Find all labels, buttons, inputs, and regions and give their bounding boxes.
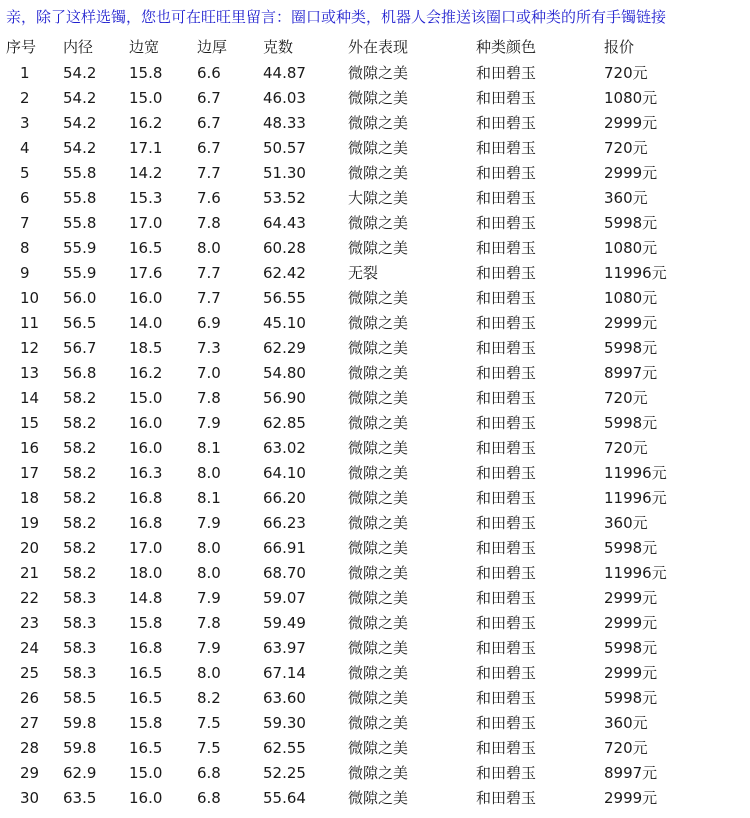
table-body [0, 61, 750, 811]
cell-price: 2999元 [604, 614, 658, 632]
cell-band-thickness: 7.0 [197, 364, 221, 382]
cell-weight: 52.25 [263, 764, 306, 782]
cell-price: 720元 [604, 389, 648, 407]
cell-price: 11996元 [604, 464, 667, 482]
cell-band-width: 14.0 [129, 314, 163, 332]
table-row [0, 736, 750, 761]
cell-weight: 48.33 [263, 114, 306, 132]
cell-appearance: 微隙之美 [348, 514, 409, 532]
cell-appearance: 微隙之美 [348, 339, 409, 357]
cell-inner-diameter: 58.3 [63, 589, 97, 607]
cell-price: 360元 [604, 714, 648, 732]
cell-type-color: 和田碧玉 [476, 789, 537, 807]
cell-inner-diameter: 58.2 [63, 489, 97, 507]
cell-type-color: 和田碧玉 [476, 114, 537, 132]
cell-appearance: 大隙之美 [348, 189, 409, 207]
cell-weight: 55.64 [263, 789, 306, 807]
cell-appearance: 微隙之美 [348, 214, 409, 232]
cell-type-color: 和田碧玉 [476, 239, 537, 257]
table-row [0, 136, 750, 161]
cell-price: 2999元 [604, 314, 658, 332]
cell-index: 17 [20, 464, 40, 482]
cell-weight: 63.02 [263, 439, 306, 457]
table-row [0, 286, 750, 311]
cell-band-thickness: 6.7 [197, 139, 221, 157]
cell-weight: 51.30 [263, 164, 306, 182]
cell-band-width: 16.3 [129, 464, 163, 482]
cell-type-color: 和田碧玉 [476, 289, 537, 307]
cell-price: 8997元 [604, 364, 658, 382]
cell-index: 12 [20, 339, 40, 357]
cell-appearance: 微隙之美 [348, 664, 409, 682]
cell-price: 1080元 [604, 289, 658, 307]
cell-appearance: 微隙之美 [348, 739, 409, 757]
cell-type-color: 和田碧玉 [476, 664, 537, 682]
cell-band-thickness: 8.1 [197, 439, 221, 457]
cell-band-thickness: 6.8 [197, 764, 221, 782]
cell-appearance: 微隙之美 [348, 439, 409, 457]
cell-weight: 54.80 [263, 364, 306, 382]
cell-band-width: 16.8 [129, 639, 163, 657]
cell-appearance: 微隙之美 [348, 289, 409, 307]
cell-type-color: 和田碧玉 [476, 139, 537, 157]
cell-band-width: 17.0 [129, 214, 163, 232]
cell-price: 5998元 [604, 214, 658, 232]
cell-band-width: 18.0 [129, 564, 163, 582]
cell-type-color: 和田碧玉 [476, 364, 537, 382]
cell-index: 10 [20, 289, 40, 307]
header-weight: 克数 [263, 38, 294, 56]
cell-inner-diameter: 55.8 [63, 164, 97, 182]
cell-price: 2999元 [604, 664, 658, 682]
cell-inner-diameter: 58.3 [63, 614, 97, 632]
cell-index: 23 [20, 614, 40, 632]
cell-inner-diameter: 55.9 [63, 264, 97, 282]
cell-weight: 66.91 [263, 539, 306, 557]
cell-band-thickness: 8.0 [197, 239, 221, 257]
cell-appearance: 微隙之美 [348, 539, 409, 557]
cell-band-thickness: 8.0 [197, 664, 221, 682]
cell-appearance: 微隙之美 [348, 389, 409, 407]
cell-weight: 56.90 [263, 389, 306, 407]
cell-band-thickness: 7.5 [197, 739, 221, 757]
cell-price: 2999元 [604, 164, 658, 182]
cell-band-thickness: 7.7 [197, 164, 221, 182]
cell-index: 18 [20, 489, 40, 507]
cell-index: 22 [20, 589, 40, 607]
header-type-color: 种类颜色 [476, 38, 537, 56]
cell-price: 720元 [604, 139, 648, 157]
cell-weight: 66.23 [263, 514, 306, 532]
cell-index: 28 [20, 739, 40, 757]
cell-inner-diameter: 59.8 [63, 739, 97, 757]
cell-price: 5998元 [604, 689, 658, 707]
cell-band-width: 16.5 [129, 664, 163, 682]
cell-inner-diameter: 58.2 [63, 539, 97, 557]
cell-type-color: 和田碧玉 [476, 589, 537, 607]
cell-weight: 56.55 [263, 289, 306, 307]
cell-type-color: 和田碧玉 [476, 89, 537, 107]
header-band-width: 边宽 [129, 38, 160, 56]
cell-band-width: 15.3 [129, 189, 163, 207]
cell-type-color: 和田碧玉 [476, 739, 537, 757]
cell-index: 13 [20, 364, 40, 382]
cell-appearance: 微隙之美 [348, 239, 409, 257]
table-row [0, 461, 750, 486]
cell-weight: 60.28 [263, 239, 306, 257]
cell-inner-diameter: 56.0 [63, 289, 97, 307]
cell-price: 720元 [604, 739, 648, 757]
cell-index: 6 [20, 189, 30, 207]
cell-price: 5998元 [604, 339, 658, 357]
cell-inner-diameter: 63.5 [63, 789, 97, 807]
cell-band-width: 15.0 [129, 764, 163, 782]
cell-appearance: 微隙之美 [348, 414, 409, 432]
table-row [0, 211, 750, 236]
cell-inner-diameter: 59.8 [63, 714, 97, 732]
table-row [0, 711, 750, 736]
table-row [0, 561, 750, 586]
cell-index: 14 [20, 389, 40, 407]
cell-weight: 63.60 [263, 689, 306, 707]
cell-type-color: 和田碧玉 [476, 514, 537, 532]
cell-price: 8997元 [604, 764, 658, 782]
cell-inner-diameter: 58.3 [63, 664, 97, 682]
cell-price: 11996元 [604, 564, 667, 582]
cell-appearance: 微隙之美 [348, 314, 409, 332]
cell-band-width: 17.6 [129, 264, 163, 282]
table-row [0, 536, 750, 561]
cell-inner-diameter: 56.5 [63, 314, 97, 332]
cell-index: 15 [20, 414, 40, 432]
cell-appearance: 微隙之美 [348, 639, 409, 657]
cell-inner-diameter: 54.2 [63, 114, 97, 132]
cell-price: 2999元 [604, 114, 658, 132]
cell-price: 11996元 [604, 264, 667, 282]
cell-appearance: 微隙之美 [348, 764, 409, 782]
cell-band-thickness: 8.0 [197, 539, 221, 557]
cell-band-thickness: 7.8 [197, 389, 221, 407]
cell-type-color: 和田碧玉 [476, 564, 537, 582]
cell-band-thickness: 6.9 [197, 314, 221, 332]
cell-index: 20 [20, 539, 40, 557]
cell-index: 5 [20, 164, 30, 182]
cell-price: 720元 [604, 64, 648, 82]
cell-band-width: 16.5 [129, 689, 163, 707]
cell-band-thickness: 7.8 [197, 214, 221, 232]
cell-band-width: 16.0 [129, 414, 163, 432]
cell-inner-diameter: 54.2 [63, 139, 97, 157]
cell-weight: 62.42 [263, 264, 306, 282]
cell-type-color: 和田碧玉 [476, 339, 537, 357]
table-row [0, 161, 750, 186]
cell-band-thickness: 7.6 [197, 189, 221, 207]
cell-index: 16 [20, 439, 40, 457]
table-row [0, 336, 750, 361]
cell-appearance: 微隙之美 [348, 89, 409, 107]
cell-price: 1080元 [604, 239, 658, 257]
table-row [0, 611, 750, 636]
cell-band-width: 16.2 [129, 114, 163, 132]
table-row [0, 636, 750, 661]
cell-band-thickness: 7.9 [197, 414, 221, 432]
cell-band-width: 14.2 [129, 164, 163, 182]
cell-type-color: 和田碧玉 [476, 264, 537, 282]
cell-index: 1 [20, 64, 30, 82]
cell-index: 3 [20, 114, 30, 132]
cell-inner-diameter: 54.2 [63, 89, 97, 107]
cell-type-color: 和田碧玉 [476, 414, 537, 432]
cell-inner-diameter: 58.2 [63, 414, 97, 432]
cell-band-width: 18.5 [129, 339, 163, 357]
cell-type-color: 和田碧玉 [476, 464, 537, 482]
cell-band-width: 15.0 [129, 89, 163, 107]
table-row [0, 661, 750, 686]
table-row [0, 436, 750, 461]
cell-inner-diameter: 55.8 [63, 214, 97, 232]
cell-inner-diameter: 58.2 [63, 389, 97, 407]
cell-price: 360元 [604, 514, 648, 532]
cell-appearance: 微隙之美 [348, 489, 409, 507]
cell-band-thickness: 7.9 [197, 589, 221, 607]
cell-weight: 50.57 [263, 139, 306, 157]
cell-index: 27 [20, 714, 40, 732]
cell-type-color: 和田碧玉 [476, 389, 537, 407]
table-row [0, 261, 750, 286]
cell-appearance: 微隙之美 [348, 64, 409, 82]
cell-appearance: 无裂 [348, 264, 379, 282]
table-row [0, 311, 750, 336]
cell-band-width: 14.8 [129, 589, 163, 607]
cell-type-color: 和田碧玉 [476, 189, 537, 207]
cell-band-thickness: 8.0 [197, 464, 221, 482]
cell-price: 5998元 [604, 414, 658, 432]
cell-inner-diameter: 56.8 [63, 364, 97, 382]
cell-appearance: 微隙之美 [348, 564, 409, 582]
bracelet-table [0, 35, 750, 811]
cell-price: 11996元 [604, 489, 667, 507]
cell-price: 1080元 [604, 89, 658, 107]
cell-weight: 67.14 [263, 664, 306, 682]
cell-index: 21 [20, 564, 40, 582]
chat-notice-text: 亲，除了这样选镯，您也可在旺旺里留言：圈口或种类，机器人会推送该圈口或种类的所有手镯链接 [6, 8, 667, 26]
cell-type-color: 和田碧玉 [476, 764, 537, 782]
header-inner-diameter: 内径 [63, 38, 94, 56]
cell-weight: 63.97 [263, 639, 306, 657]
cell-weight: 45.10 [263, 314, 306, 332]
cell-band-thickness: 7.9 [197, 639, 221, 657]
cell-index: 2 [20, 89, 30, 107]
cell-inner-diameter: 55.8 [63, 189, 97, 207]
cell-inner-diameter: 54.2 [63, 64, 97, 82]
cell-appearance: 微隙之美 [348, 164, 409, 182]
cell-inner-diameter: 58.2 [63, 464, 97, 482]
cell-appearance: 微隙之美 [348, 464, 409, 482]
cell-type-color: 和田碧玉 [476, 489, 537, 507]
cell-inner-diameter: 55.9 [63, 239, 97, 257]
table-row [0, 186, 750, 211]
cell-appearance: 微隙之美 [348, 364, 409, 382]
table-row [0, 411, 750, 436]
table-row [0, 111, 750, 136]
cell-type-color: 和田碧玉 [476, 714, 537, 732]
cell-appearance: 微隙之美 [348, 689, 409, 707]
cell-index: 26 [20, 689, 40, 707]
cell-inner-diameter: 62.9 [63, 764, 97, 782]
cell-appearance: 微隙之美 [348, 614, 409, 632]
cell-type-color: 和田碧玉 [476, 639, 537, 657]
cell-price: 2999元 [604, 789, 658, 807]
cell-price: 720元 [604, 439, 648, 457]
cell-band-width: 16.0 [129, 789, 163, 807]
table-row [0, 486, 750, 511]
cell-type-color: 和田碧玉 [476, 314, 537, 332]
cell-index: 8 [20, 239, 30, 257]
cell-weight: 66.20 [263, 489, 306, 507]
cell-band-thickness: 6.6 [197, 64, 221, 82]
table-row [0, 761, 750, 786]
table-row [0, 686, 750, 711]
cell-price: 5998元 [604, 539, 658, 557]
cell-type-color: 和田碧玉 [476, 439, 537, 457]
cell-band-thickness: 7.5 [197, 714, 221, 732]
cell-weight: 68.70 [263, 564, 306, 582]
cell-type-color: 和田碧玉 [476, 539, 537, 557]
cell-band-thickness: 6.7 [197, 89, 221, 107]
table-row [0, 586, 750, 611]
cell-band-thickness: 8.2 [197, 689, 221, 707]
cell-type-color: 和田碧玉 [476, 164, 537, 182]
cell-band-width: 16.8 [129, 489, 163, 507]
cell-band-width: 16.5 [129, 239, 163, 257]
cell-band-width: 16.5 [129, 739, 163, 757]
table-header-row [0, 35, 750, 61]
cell-type-color: 和田碧玉 [476, 614, 537, 632]
cell-appearance: 微隙之美 [348, 114, 409, 132]
header-appearance: 外在表现 [348, 38, 409, 56]
cell-appearance: 微隙之美 [348, 589, 409, 607]
cell-index: 4 [20, 139, 30, 157]
cell-band-width: 16.0 [129, 439, 163, 457]
cell-weight: 62.29 [263, 339, 306, 357]
cell-index: 24 [20, 639, 40, 657]
cell-price: 2999元 [604, 589, 658, 607]
cell-inner-diameter: 58.5 [63, 689, 97, 707]
cell-weight: 59.30 [263, 714, 306, 732]
cell-type-color: 和田碧玉 [476, 64, 537, 82]
cell-weight: 64.10 [263, 464, 306, 482]
cell-price: 5998元 [604, 639, 658, 657]
cell-appearance: 微隙之美 [348, 789, 409, 807]
cell-inner-diameter: 56.7 [63, 339, 97, 357]
header-band-thickness: 边厚 [197, 38, 228, 56]
cell-band-thickness: 8.0 [197, 564, 221, 582]
cell-inner-diameter: 58.2 [63, 564, 97, 582]
cell-band-thickness: 7.7 [197, 264, 221, 282]
cell-band-width: 15.8 [129, 714, 163, 732]
cell-band-thickness: 6.8 [197, 789, 221, 807]
cell-inner-diameter: 58.2 [63, 439, 97, 457]
cell-weight: 64.43 [263, 214, 306, 232]
cell-weight: 62.55 [263, 739, 306, 757]
cell-band-thickness: 7.8 [197, 614, 221, 632]
cell-band-thickness: 6.7 [197, 114, 221, 132]
cell-index: 19 [20, 514, 40, 532]
table-row [0, 361, 750, 386]
table-row [0, 61, 750, 86]
table-row [0, 236, 750, 261]
cell-index: 29 [20, 764, 40, 782]
cell-band-thickness: 7.3 [197, 339, 221, 357]
cell-weight: 62.85 [263, 414, 306, 432]
cell-price: 360元 [604, 189, 648, 207]
header-index: 序号 [6, 38, 37, 56]
cell-weight: 46.03 [263, 89, 306, 107]
cell-band-thickness: 7.7 [197, 289, 221, 307]
cell-index: 25 [20, 664, 40, 682]
cell-band-width: 16.8 [129, 514, 163, 532]
table-row [0, 86, 750, 111]
table-row [0, 786, 750, 811]
cell-appearance: 微隙之美 [348, 139, 409, 157]
cell-type-color: 和田碧玉 [476, 214, 537, 232]
cell-weight: 59.49 [263, 614, 306, 632]
cell-appearance: 微隙之美 [348, 714, 409, 732]
cell-band-width: 17.1 [129, 139, 163, 157]
cell-weight: 59.07 [263, 589, 306, 607]
cell-index: 30 [20, 789, 40, 807]
cell-index: 9 [20, 264, 30, 282]
cell-band-thickness: 7.9 [197, 514, 221, 532]
cell-index: 7 [20, 214, 30, 232]
table-row [0, 386, 750, 411]
cell-inner-diameter: 58.2 [63, 514, 97, 532]
cell-band-width: 16.2 [129, 364, 163, 382]
cell-type-color: 和田碧玉 [476, 689, 537, 707]
cell-band-width: 15.0 [129, 389, 163, 407]
cell-band-width: 17.0 [129, 539, 163, 557]
cell-band-thickness: 8.1 [197, 489, 221, 507]
cell-inner-diameter: 58.3 [63, 639, 97, 657]
table-row [0, 511, 750, 536]
cell-band-width: 15.8 [129, 64, 163, 82]
cell-index: 11 [20, 314, 40, 332]
cell-weight: 53.52 [263, 189, 306, 207]
header-price: 报价 [604, 38, 635, 56]
cell-band-width: 15.8 [129, 614, 163, 632]
cell-band-width: 16.0 [129, 289, 163, 307]
cell-weight: 44.87 [263, 64, 306, 82]
